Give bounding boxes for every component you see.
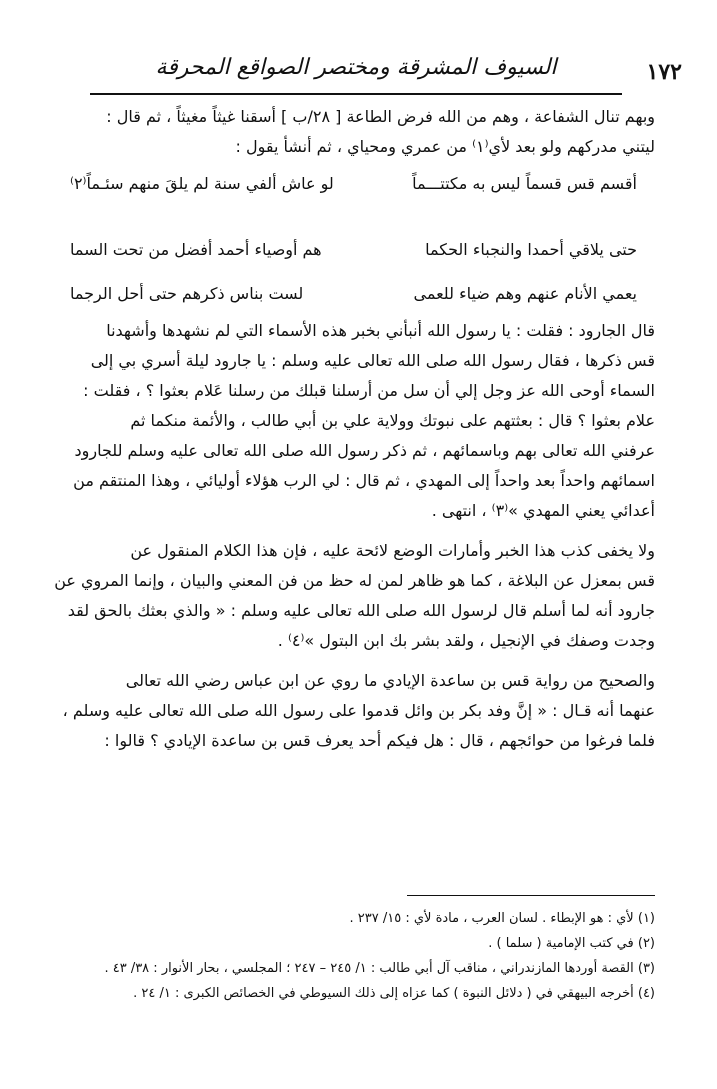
verse-second-hemistich: لست بناس ذكرهم حتى أحل الرجما bbox=[70, 284, 304, 303]
header-rule bbox=[90, 93, 622, 95]
text-line: اسمائهم واحداً بعد واحداً إلى المهدي ، ثم قال : لي الرب هؤلاء أوليائي ، وهذا المنتقم من bbox=[73, 471, 655, 490]
footnote: (٤) أخرجه البيهقي في ( دلائل النبوة ) كما عزاه إلى ذلك السيوطي في الخصائص الكبرى : ١/ ٢٤ . bbox=[133, 986, 655, 1001]
poem-verse bbox=[52, 228, 655, 272]
text-line: عنهما أنه قـال : « إنَّ وفد بكر بن وائل قدموا على رسول الله صلى الله تعالى عليه وسلم ، bbox=[62, 701, 655, 720]
text-line: والصحيح من رواية قس بن ساعدة الإيادي ما روي عن ابن عباس رضي الله تعالى bbox=[125, 671, 655, 690]
text-line: عرفني الله تعالى بهم وباسمائهم ، ثم ذكر رسول الله صلى الله تعالى عليه وسلم للجارود bbox=[74, 441, 655, 460]
paragraph-spacer bbox=[52, 526, 655, 536]
text-line: فلما فرغوا من حوائجهم ، قال : هل فيكم أحد يعرف قس بن ساعدة الإيادي ؟ قالوا : bbox=[104, 731, 655, 750]
text-line: السماء أوحى الله عز وجل إلي أن سل من أرسلنا قبلك من رسلنا عَلام بعثوا ؟ ، فقلت : bbox=[83, 381, 655, 400]
footnote-rule bbox=[407, 895, 655, 896]
page-header bbox=[90, 55, 682, 95]
footnote: (١) لأي : هو الإبطاء . لسان العرب ، مادة لأي : ١٥/ ٢٣٧ . bbox=[349, 911, 655, 926]
verse-second-hemistich: هم أوصياء أحمد أفضل من تحت السما bbox=[70, 240, 322, 259]
text-line: علام بعثوا ؟ قال : بعثتهم على نبوتك وولاية علي بن أبي طالب ، والأئمة منكما ثم bbox=[130, 411, 655, 430]
verse-first-hemistich: أقسم قس قسماً ليس به مكتتـــماً bbox=[412, 174, 637, 193]
text-line: قال الجارود : فقلت : يا رسول الله أنبأني بخبر هذه الأسماء التي لم نشهدها وأشهدنا bbox=[106, 321, 655, 340]
text-line: ولا يخفى كذب هذا الخبر وأمارات الوضع لائحة عليه ، فإن هذا الكلام المنقول عن bbox=[130, 541, 655, 560]
footnote: (٣) القصة أوردها المازندراني ، مناقب آل أبي طالب : ١/ ٢٤٥ – ٢٤٧ ؛ المجلسي ، بحار الأنوار : ٣٨/ ٤٣ . bbox=[104, 961, 655, 976]
paragraph bbox=[52, 316, 655, 526]
running-title: السيوف المشرقة ومختصر الصواقع المحرقة bbox=[155, 55, 557, 80]
paragraph bbox=[52, 666, 655, 756]
verse-spacer bbox=[52, 206, 655, 228]
footnote: (٢) في كتب الإمامية ( سلما ) . bbox=[488, 936, 655, 951]
verse-first-hemistich: يعمي الأنام عنهم وهم ضياء للعمى bbox=[413, 284, 637, 303]
text-line: وبهم تنال الشفاعة ، وهم من الله فرض الطاعة [ ٢٨/ب ] أسقنا غيثاً مغيثاً ، ثم قال : bbox=[106, 107, 655, 126]
main-text bbox=[52, 102, 655, 756]
text-line: جارود أنه لما أسلم قال لرسول الله صلى الله تعالى عليه وسلم : « والذي بعثك بالحق لقد bbox=[67, 601, 655, 620]
text-line: قس بمعزل عن البلاغة ، كما هو ظاهر لمن له حظ من فن المعني والبيان ، وإنما المروي عن bbox=[54, 571, 655, 590]
text-line: قس ذكرها ، فقال رسول الله صلى الله تعالى عليه وسلم : يا جارود ليلة أسري بي إلى bbox=[90, 351, 655, 370]
text-line: أعدائي يعني المهدي »⁽٣⁾ ، انتهى . bbox=[431, 501, 655, 520]
poem-verse bbox=[52, 272, 655, 316]
verse-first-hemistich: حتى يلاقي أحمدا والنجباء الحكما bbox=[425, 240, 637, 259]
verse-second-hemistich: لو عاش ألفي سنة لم يلقَ منهم سئـماً⁽٢⁾ bbox=[70, 174, 334, 193]
poem-verse bbox=[52, 162, 655, 206]
text-line: وجدت وصفك في الإنجيل ، ولقد بشر بك ابن البتول »⁽٤⁾ . bbox=[277, 631, 655, 650]
page-number: ١٧٢ bbox=[646, 59, 682, 85]
text-line: ليتني مدركهم ولو بعد لأي⁽١⁾ من عمري ومحياي ، ثم أنشأ يقول : bbox=[235, 137, 655, 156]
paragraph bbox=[52, 536, 655, 656]
footnotes bbox=[52, 895, 655, 1006]
paragraph-spacer bbox=[52, 656, 655, 666]
